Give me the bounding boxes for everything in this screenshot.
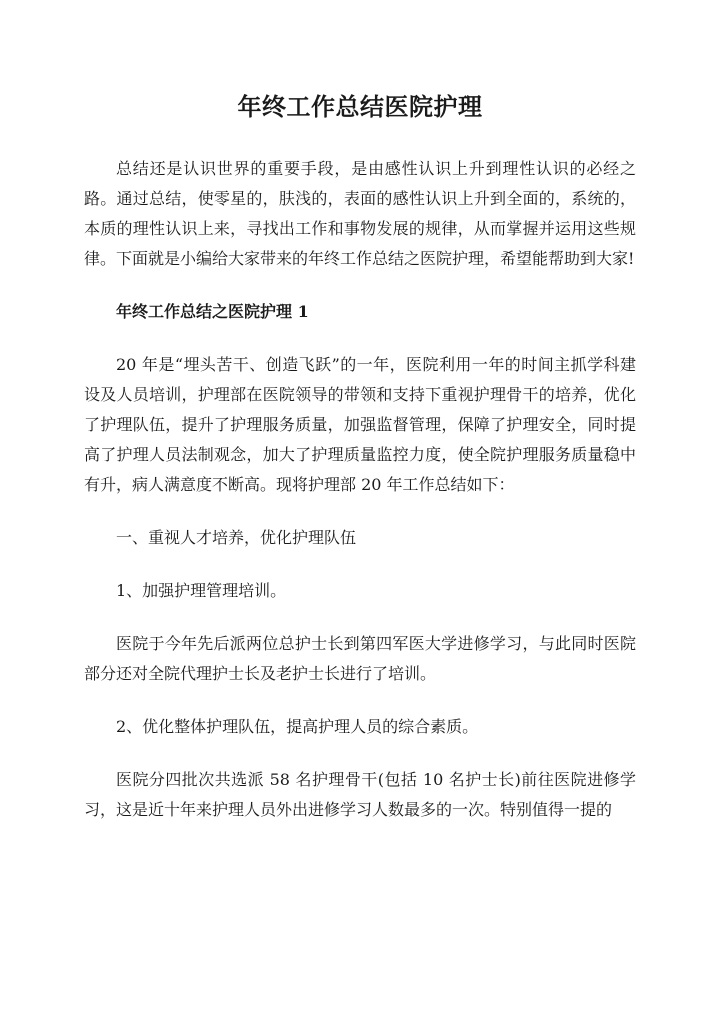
summary-paragraph: 20 年是“埋头苦干、创造飞跃”的一年，医院利用一年的时间主抓学科建设及人员培训，护理部在医院领导的带领和支持下重视护理骨干的培养，优化了护理队伍，提升了护理服务质量，加强监督管理，保障了护理安全，同时提高了护理人员法制观念，加大了护理质量监控力度，使全院护理服务质量稳中有升，病人满意度不断高。现将护理部 20 年工作总结如下：	[84, 355, 636, 494]
document-title: 年终工作总结医院护理	[237, 93, 483, 121]
item-2-heading: 2、优化整体护理队伍，提高护理人员的综合素质。	[116, 717, 479, 736]
subheading-talent: 一、重视人才培养，优化护理队伍	[116, 528, 357, 547]
item-2-paragraph: 医院分四批次共选派 58 名护理骨干(包括 10 名护士长)前往医院进修学习，这是近十年来护理人员外出进修学习人数最多的一次。特别值得一提的	[84, 770, 636, 819]
item-1-heading: 1、加强护理管理培训。	[116, 581, 287, 600]
section-heading: 年终工作总结之医院护理 1	[116, 302, 309, 321]
item-1-paragraph: 医院于今年先后派两位总护士长到第四军医大学进修学习，与此同时医院部分还对全院代理护士长及老护士长进行了培训。	[84, 634, 636, 683]
intro-paragraph: 总结还是认识世界的重要手段，是由感性认识上升到理性认识的必经之路。通过总结，使零星的，肤浅的，表面的感性认识上升到全面的，系统的，本质的理性认识上来，寻找出工作和事物发展的规律，从而掌握并运用这些规律。下面就是小编给大家带来的年终工作总结之医院护理，希望能帮助到大家!	[84, 159, 636, 268]
